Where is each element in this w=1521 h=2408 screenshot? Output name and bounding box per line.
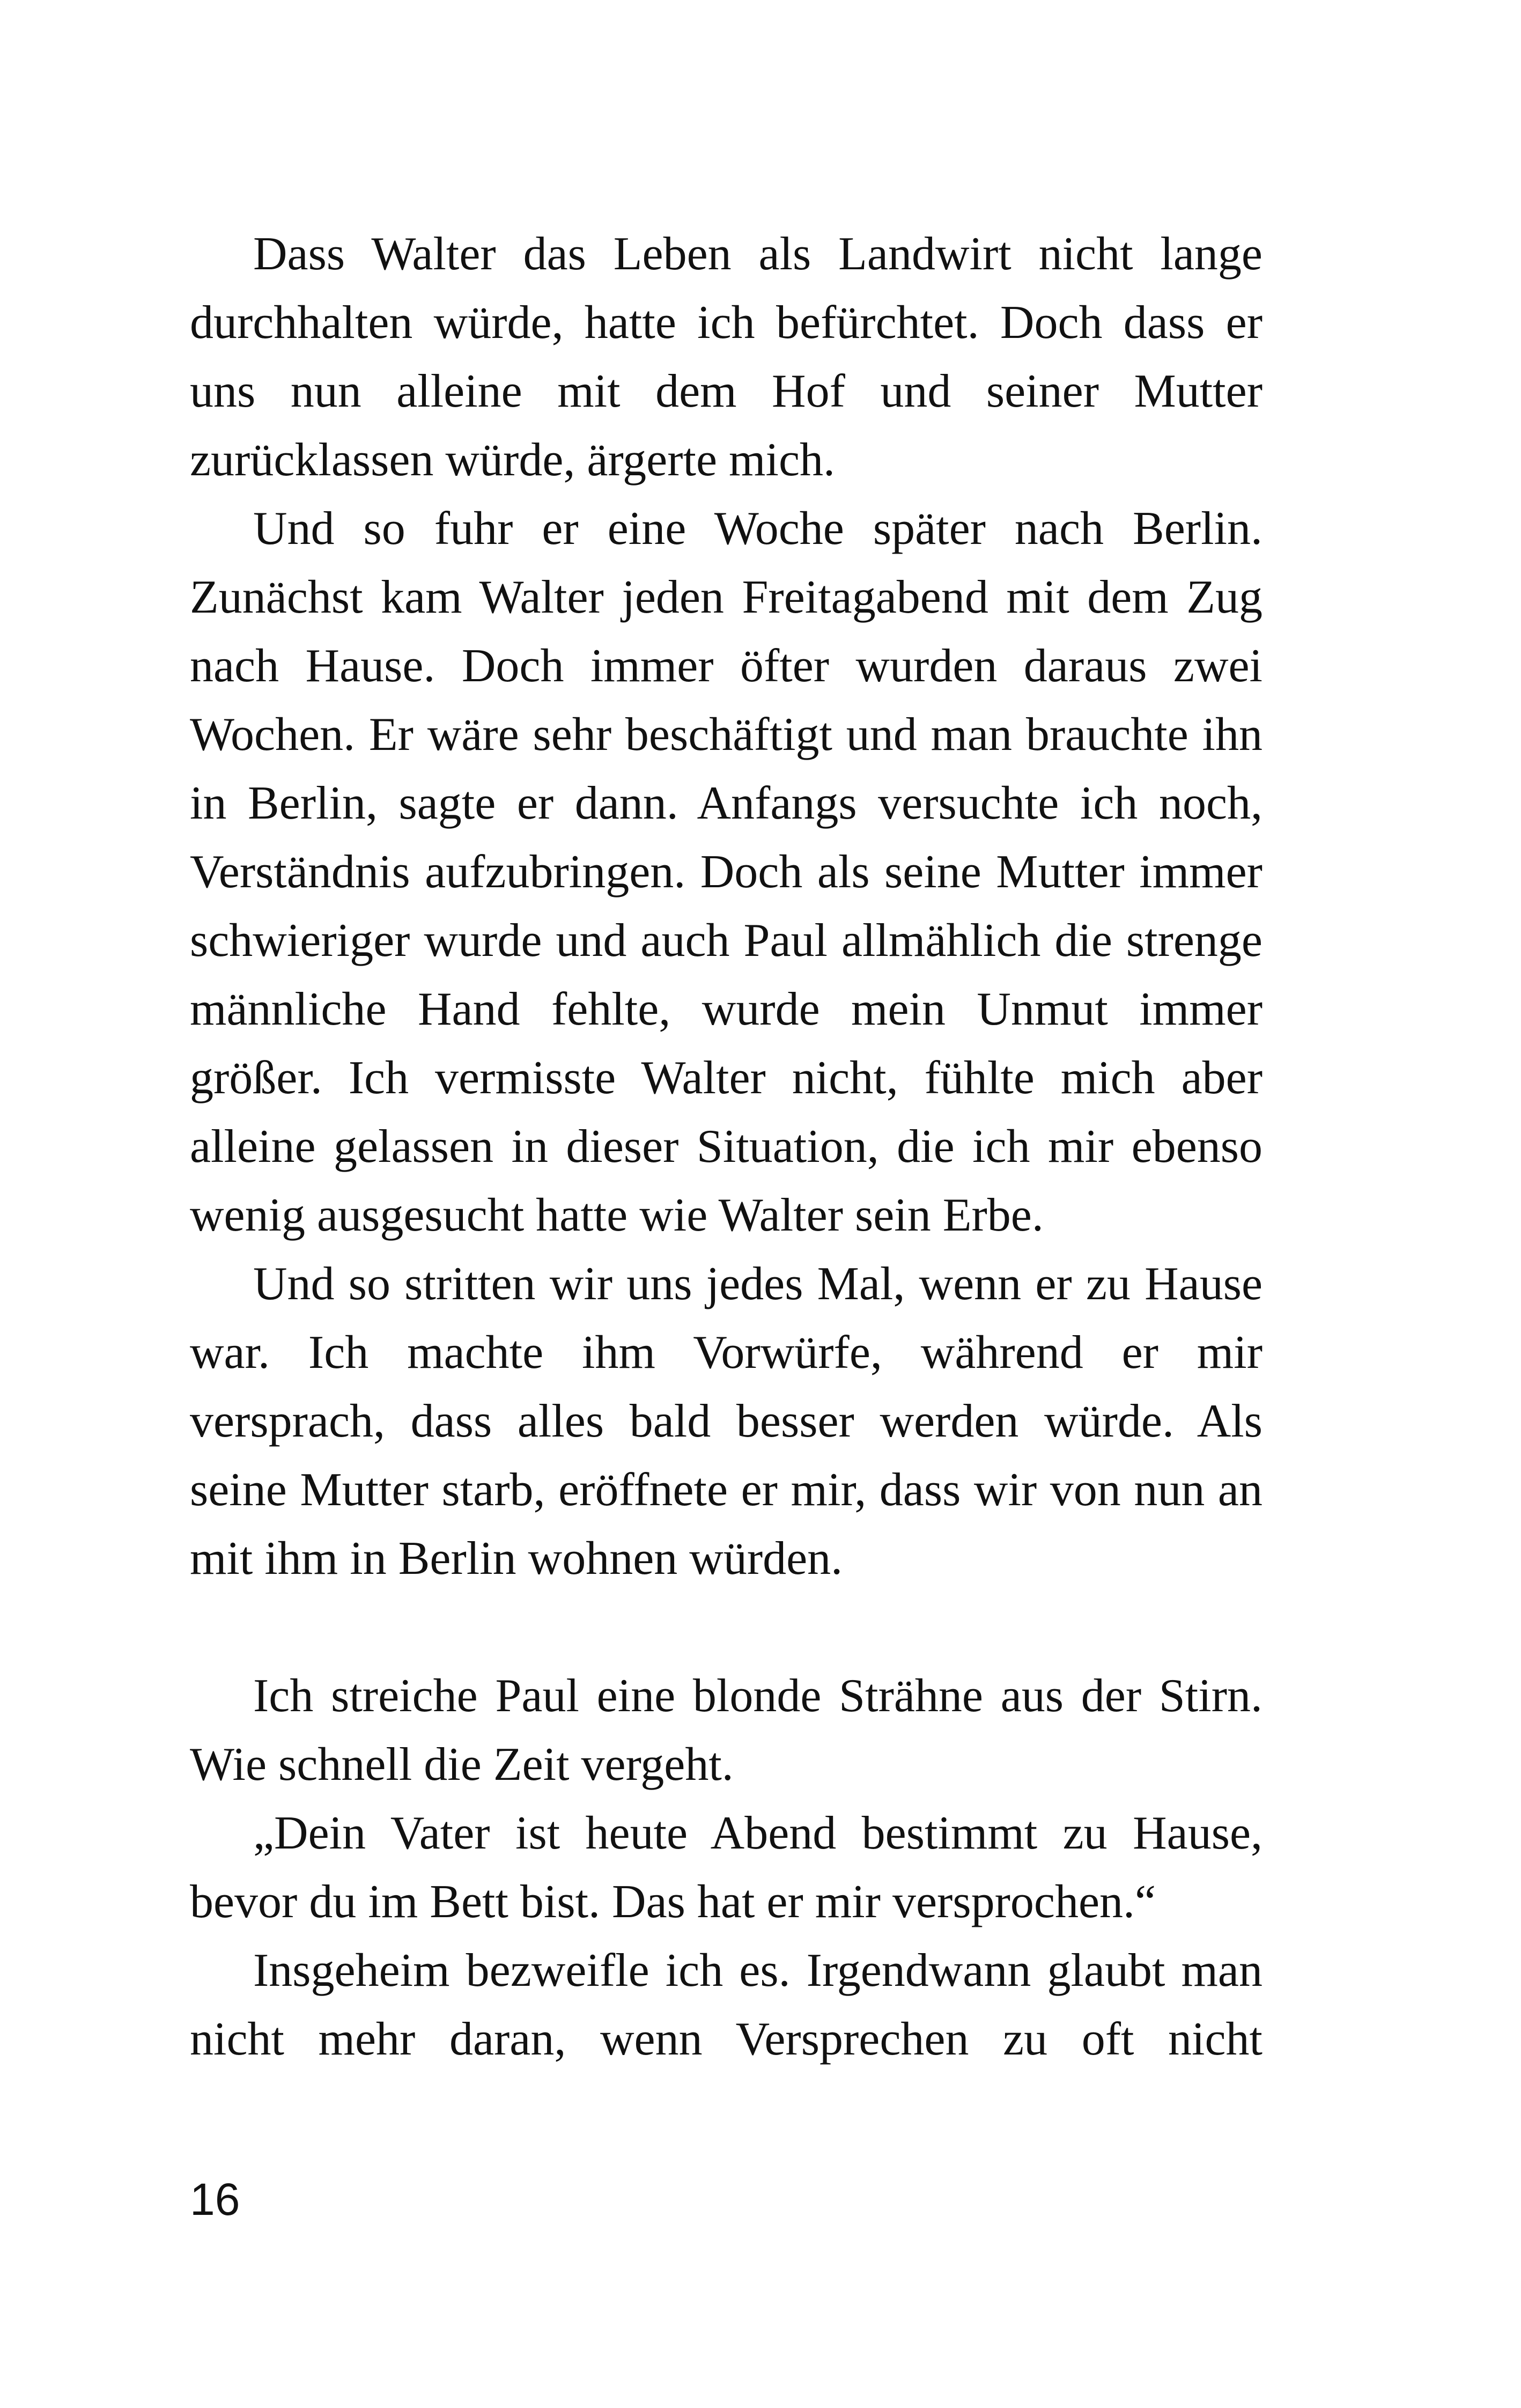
paragraph: Und so stritten wir uns jedes Mal, wenn er zu Hause war. Ich machte ihm Vorwürfe, während er mir versprach, dass alles bald besser werden würde. Als seine Mutter starb, eröffnete er mir, dass wir von nun an mit ihm in Berlin wohnen würden. — [190, 1258, 1262, 1585]
paragraph: „Dein Vater ist heute Abend bestimmt zu Hause, bevor du im Bett bist. Das hat er mir versprochen.“ — [190, 1807, 1262, 1928]
paragraph: Ich streiche Paul eine blonde Strähne aus der Stirn. Wie schnell die Zeit vergeht. — [190, 1670, 1262, 1791]
paragraph: Und so fuhr er eine Woche später nach Berlin. Zunächst kam Walter jeden Freitagabend mit dem Zug nach Hause. Doch immer öfter wurden daraus zwei Wochen. Er wäre sehr beschäftigt und man brauchte ihn in Berlin, sagte er dann. Anfangs versuchte ich noch, Verständnis aufzubringen. Doch als seine Mutter immer schwieriger wurde und auch Paul allmählich die strenge männliche Hand fehlte, wurde mein Unmut immer größer. Ich vermisste Walter nicht, fühlte mich aber alleine gelassen in dieser Situation, die ich mir ebenso wenig ausgesucht hatte wie Walter sein Erbe. — [190, 503, 1262, 1241]
paragraph: Insgeheim bezweifle ich es. Irgendwann glaubt man nicht mehr daran, wenn Versprechen zu oft nicht — [190, 1945, 1262, 2065]
page-number: 16 — [190, 2174, 240, 2225]
section-break — [190, 1593, 1262, 1662]
paragraph: Dass Walter das Leben als Landwirt nicht lange durchhalten würde, hatte ich befürchtet. Doch dass er uns nun alleine mit dem Hof und seiner Mutter zurücklassen würde, ärgerte mich. — [190, 228, 1262, 486]
body-text — [190, 220, 1262, 2074]
